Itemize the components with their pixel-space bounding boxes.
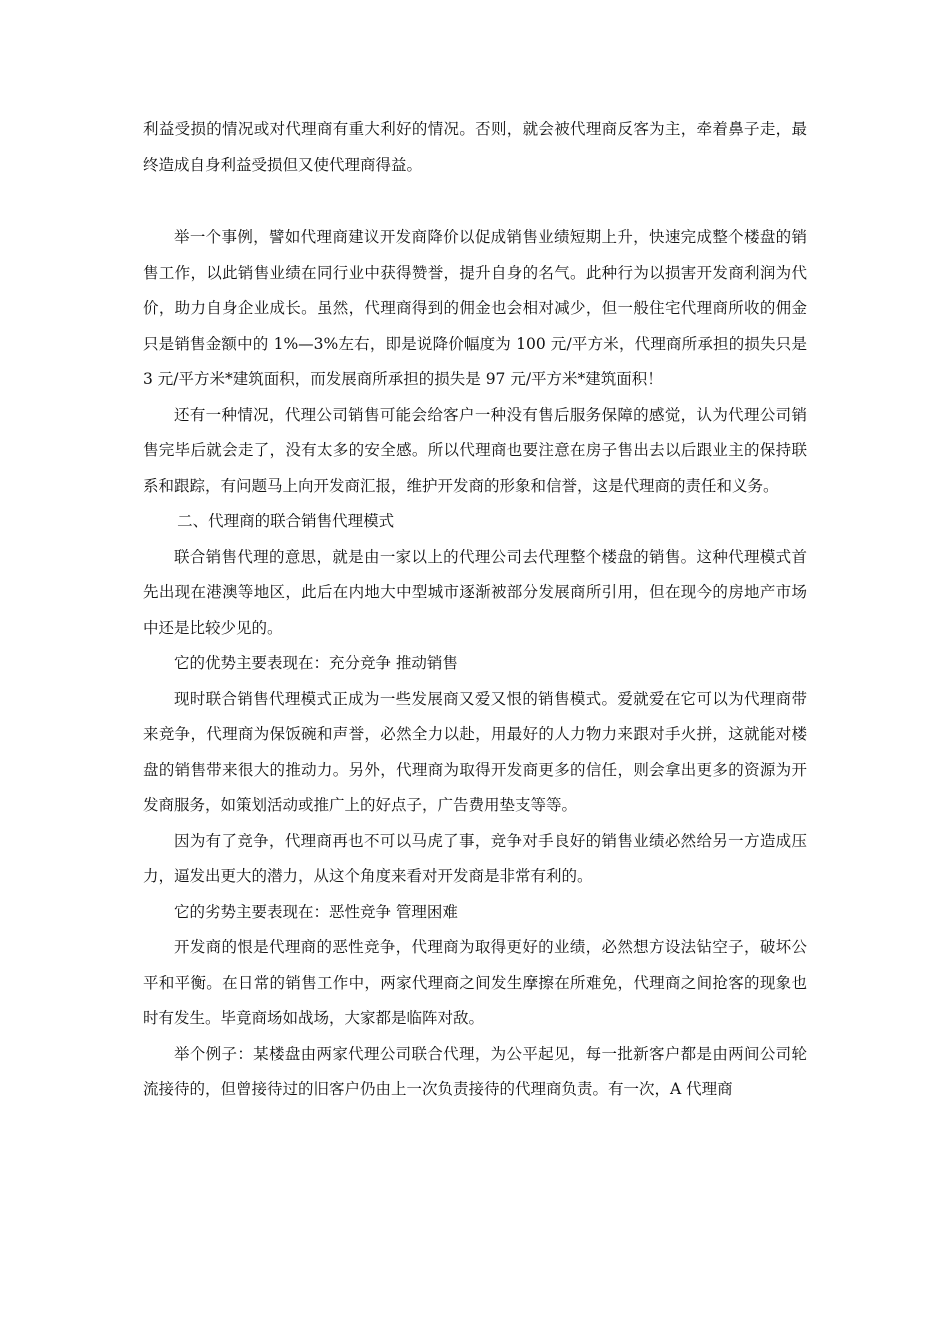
paragraph-example: 举一个事例，譬如代理商建议开发商降价以促成销售业绩短期上升，快速完成整个楼盘的销售工作，以此销售业绩在同行业中获得赞誉，提升自身的名气。此种行为以损害开发商利润为代价，助力自身企业成长。虽然，代理商得到的佣金也会相对减少，但一般住宅代理商所收的佣金只是销售金额中的 1%—3%左右，即是说降价幅度为 100 元/平方米，代理商所承担的损失只是 3 元/平方米*建筑面积，而发展商所承担的损失是 97 元/平方米*建筑面积！ [143,228,807,388]
paragraph-advantages-heading: 它的优势主要表现在：充分竞争 推动销售 [174,654,458,672]
paragraph-disadvantages-detail: 开发商的恨是代理商的恶性竞争，代理商为取得更好的业绩，必然想方设法钻空子，破坏公平和平衡。在日常的销售工作中，两家代理商之间发生摩擦在所难免，代理商之间抢客的现象也时有发生。毕竟商场如战场，大家都是临阵对敌。 [143,938,807,1027]
document-body [143,112,807,1108]
paragraph-joint-agency-definition: 联合销售代理的意思，就是由一家以上的代理公司去代理整个楼盘的销售。这种代理模式首先出现在港澳等地区，此后在内地大中型城市逐渐被部分发展商所引用，但在现今的房地产市场中还是比较少见的。 [143,547,807,637]
section-heading: 二、代理商的联合销售代理模式 [177,512,395,530]
paragraph-competition: 因为有了竞争，代理商再也不可以马虎了事，竞争对手良好的销售业绩必然给另一方造成压力，逼发出更大的潜力，从这个角度来看对开发商是非常有利的。 [143,831,807,885]
paragraph-intro-continuation: 利益受损的情况或对代理商有重大利好的情况。否则，就会被代理商反客为主，牵着鼻子走，最终造成自身利益受损但又使代理商得益。 [143,120,807,174]
paragraph-case-example: 举个例子：某楼盘由两家代理公司联合代理，为公平起见，每一批新客户都是由两间公司轮流接待的，但曾接待过的旧客户仍由上一次负责接待的代理商负责。有一次，A 代理商 [143,1044,807,1098]
paragraph-advantages-detail: 现时联合销售代理模式正成为一些发展商又爱又恨的销售模式。爱就爱在它可以为代理商带来竞争，代理商为保饭碗和声誉，必然全力以赴，用最好的人力物力来跟对手火拼，这就能对楼盘的销售带来很大的推动力。另外，代理商为取得开发商更多的信任，则会拿出更多的资源为开发商服务，如策划活动或推广上的好点子，广告费用垫支等等。 [143,689,807,814]
paragraph-after-sales: 还有一种情况，代理公司销售可能会给客户一种没有售后服务保障的感觉，认为代理公司销售完毕后就会走了，没有太多的安全感。所以代理商也要注意在房子售出去以后跟业主的保持联系和跟踪，有问题马上向开发商汇报，维护开发商的形象和信誉，这是代理商的责任和义务。 [143,405,807,495]
paragraph-disadvantages-heading: 它的劣势主要表现在：恶性竞争 管理困难 [174,902,458,921]
